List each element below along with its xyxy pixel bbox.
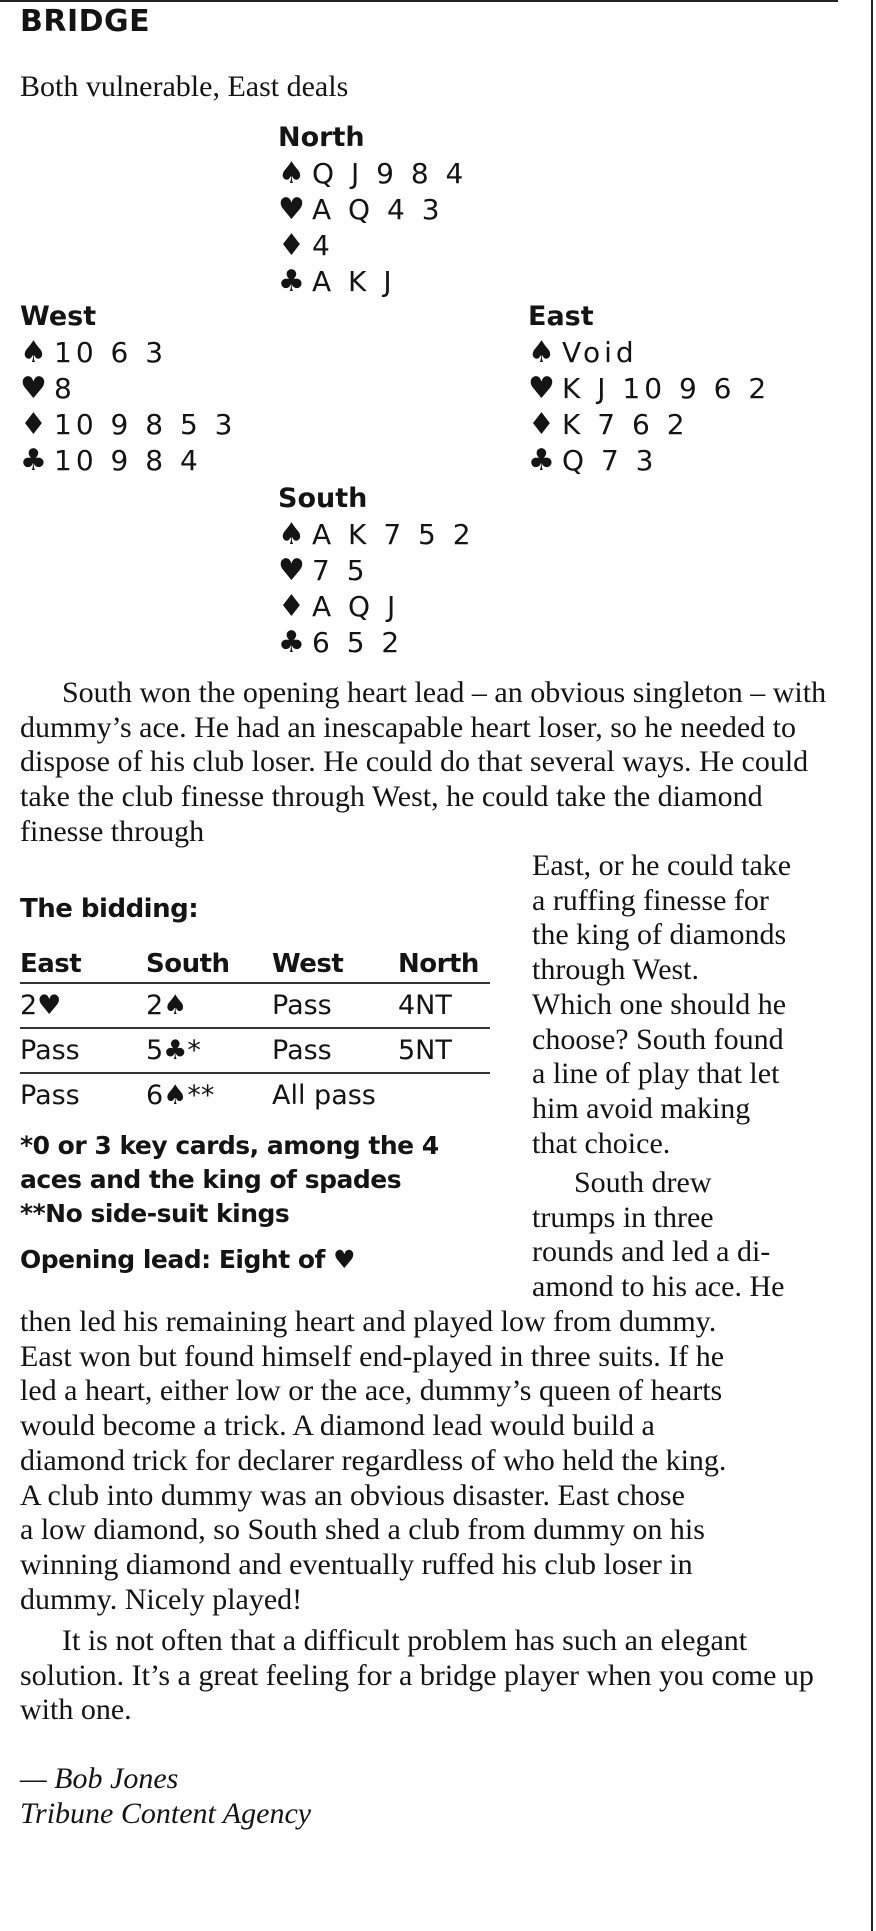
bidding-note: **No side-suit kings xyxy=(20,1199,290,1228)
text-line: amond to his ace. He xyxy=(532,1270,785,1304)
text-line: then led his remaining heart and played low from dummy. xyxy=(20,1305,717,1338)
bidding-note: *0 or 3 key cards, among the 4 xyxy=(20,1131,439,1160)
bid-cell: All pass xyxy=(272,1073,398,1117)
hand-south xyxy=(278,481,475,661)
article-paragraph-3: It is not often that a difficult problem has such an elegant solution. It’s a great feeling for a bridge player when you come up with one. xyxy=(20,1624,814,1727)
bidding-header: East xyxy=(20,949,82,979)
hearts-row xyxy=(528,371,770,407)
bidding-title: The bidding: xyxy=(20,894,199,924)
article-paragraph-1: South won the opening heart lead – an obvious singleton – with dummy’s ace. He had an inescapable heart loser, so he needed to dispose of his club loser. He could do that several ways. He could take the club finesse through West, he could take the diamond finesse through xyxy=(20,676,827,848)
text-line: South drew xyxy=(574,1166,712,1199)
author-name: — Bob Jones xyxy=(20,1762,179,1795)
bid-cell xyxy=(398,1073,490,1117)
text-line: a line of play that let xyxy=(532,1057,780,1091)
bid-cell: Pass xyxy=(272,983,398,1028)
diamonds-row xyxy=(20,407,237,443)
hand-west xyxy=(20,299,237,479)
spades-cards: A K 7 5 2 xyxy=(312,518,475,551)
club-icon: ♣ xyxy=(278,264,305,299)
bidding-box xyxy=(20,892,492,1277)
clubs-row xyxy=(20,443,237,479)
diamond-icon: ♦ xyxy=(528,407,555,442)
clubs-cards: 10 9 8 4 xyxy=(54,444,202,477)
text-line: a low diamond, so South shed a club from dummy on his xyxy=(20,1513,705,1547)
diamonds-cards: 10 9 8 5 3 xyxy=(54,408,237,441)
article-paragraph-1-continued xyxy=(532,849,850,1161)
bid-cell: 5NT xyxy=(398,1028,490,1073)
bid-cell: 5♣* xyxy=(146,1028,272,1073)
heart-icon: ♥ xyxy=(278,553,305,588)
clubs-row xyxy=(278,264,467,300)
spade-icon: ♠ xyxy=(20,335,47,370)
diamonds-cards: 4 xyxy=(312,229,334,262)
text-line: that choice. xyxy=(532,1126,671,1160)
hand-east xyxy=(528,299,770,479)
spade-icon: ♠ xyxy=(278,517,305,552)
diamonds-cards: K 7 6 2 xyxy=(562,408,689,441)
bidding-header: North xyxy=(398,949,479,979)
diamonds-row xyxy=(278,589,475,625)
byline xyxy=(20,1761,311,1831)
text-line: would become a trick. A diamond lead would build a xyxy=(20,1409,655,1443)
text-line: led a heart, either low or the ace, dummy’s queen of hearts xyxy=(20,1374,723,1408)
bid-cell: Pass xyxy=(20,1028,146,1073)
diamonds-row xyxy=(278,228,467,264)
spades-row xyxy=(278,156,467,192)
text-line: a ruffing finesse for xyxy=(532,883,769,917)
text-line: A club into dummy was an obvious disaster. East chose xyxy=(20,1478,685,1512)
diamonds-cards: A Q J xyxy=(312,590,400,623)
text-line: dummy. Nicely played! xyxy=(20,1582,303,1616)
bid-cell: 6♠** xyxy=(146,1073,272,1117)
bidding-row xyxy=(20,1028,490,1073)
vulnerability-line: Both vulnerable, East deals xyxy=(20,70,349,103)
spades-cards: Q J 9 8 4 xyxy=(312,157,468,190)
clubs-cards: Q 7 3 xyxy=(562,444,658,477)
bidding-note: aces and the king of spades xyxy=(20,1165,402,1194)
spade-icon: ♠ xyxy=(278,156,305,191)
text-line: him avoid making xyxy=(532,1091,751,1125)
text-line: choose? South found xyxy=(532,1022,784,1056)
text-line: through West. xyxy=(532,953,700,987)
club-icon: ♣ xyxy=(20,443,47,478)
diamond-icon: ♦ xyxy=(278,589,305,624)
opening-lead: Opening lead: Eight of ♥ xyxy=(20,1245,356,1274)
bidding-header: South xyxy=(146,949,230,979)
hand-north xyxy=(278,120,467,300)
heart-icon: ♥ xyxy=(528,371,555,406)
hand-name: South xyxy=(278,483,368,514)
spade-icon: ♠ xyxy=(528,335,555,370)
right-rule xyxy=(871,0,873,1931)
hearts-cards: 7 5 xyxy=(312,554,369,587)
diamonds-row xyxy=(528,407,770,443)
text-line: winning diamond and eventually ruffed his club loser in xyxy=(20,1547,693,1581)
bidding-table xyxy=(20,946,490,1117)
bid-cell: 2♥ xyxy=(20,983,146,1028)
hand-name: West xyxy=(20,301,97,332)
agency-name: Tribune Content Agency xyxy=(20,1797,312,1830)
article-paragraph-2 xyxy=(532,1166,850,1305)
column-title: BRIDGE xyxy=(20,4,151,39)
club-icon: ♣ xyxy=(278,625,305,660)
clubs-cards: 6 5 2 xyxy=(312,626,404,659)
text-line: diamond trick for declarer regardless of who held the king. xyxy=(20,1443,727,1477)
club-icon: ♣ xyxy=(528,443,555,478)
spades-row xyxy=(20,335,237,371)
hearts-row xyxy=(278,192,467,228)
bidding-row xyxy=(20,1073,490,1117)
top-rule xyxy=(0,0,838,2)
spades-row xyxy=(278,517,475,553)
heart-icon: ♥ xyxy=(20,371,47,406)
text-line: East won but found himself end-played in three suits. If he xyxy=(20,1339,725,1373)
text-line: the king of diamonds xyxy=(532,918,787,952)
bidding-notes xyxy=(20,1129,492,1231)
diamond-icon: ♦ xyxy=(20,407,47,442)
spades-row xyxy=(528,335,770,371)
hearts-cards: K J 10 9 6 2 xyxy=(562,372,771,405)
hand-name: East xyxy=(528,301,594,332)
text-line: Which one should he xyxy=(532,987,787,1021)
hearts-row xyxy=(278,553,475,589)
bid-cell: Pass xyxy=(20,1073,146,1117)
spades-cards: 10 6 3 xyxy=(54,336,168,369)
clubs-row xyxy=(278,625,475,661)
article-paragraph-2-continued xyxy=(20,1305,850,1617)
bidding-row xyxy=(20,983,490,1028)
bid-cell: 2♠ xyxy=(146,983,272,1028)
text-line: trumps in three xyxy=(532,1200,714,1234)
text-line: East, or he could take xyxy=(532,849,792,882)
heart-icon: ♥ xyxy=(278,192,305,227)
spades-cards: Void xyxy=(562,336,638,369)
bidding-header-row xyxy=(20,946,490,983)
bidding-header: West xyxy=(272,949,344,979)
hearts-cards: 8 xyxy=(54,372,76,405)
hearts-cards: A Q 4 3 xyxy=(312,193,444,226)
hand-name: North xyxy=(278,122,365,153)
bid-cell: Pass xyxy=(272,1028,398,1073)
diamond-icon: ♦ xyxy=(278,228,305,263)
text-line: rounds and led a di- xyxy=(532,1235,771,1269)
hearts-row xyxy=(20,371,237,407)
clubs-cards: A K J xyxy=(312,265,396,298)
clubs-row xyxy=(528,443,770,479)
bid-cell: 4NT xyxy=(398,983,490,1028)
